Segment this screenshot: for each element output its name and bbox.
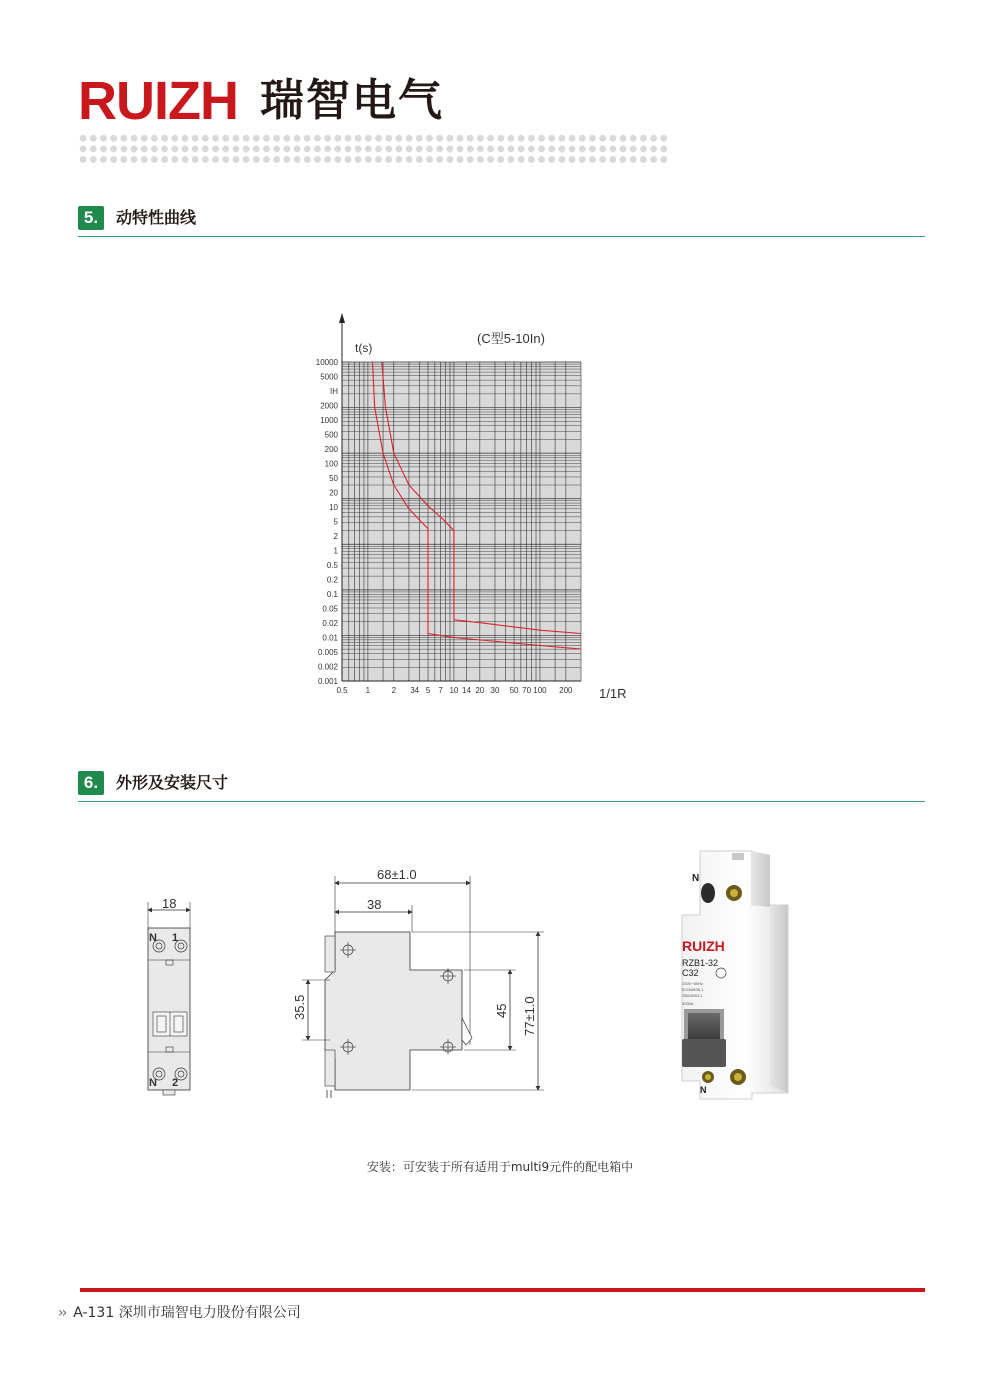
product-photo — [660, 845, 800, 1105]
y-tick-label: 2000 — [320, 401, 338, 411]
footer — [58, 1302, 301, 1322]
y-tick-label: 500 — [324, 430, 338, 440]
y-tick-label: 2 — [333, 532, 338, 541]
terminal-label-bottom-left: N — [149, 1077, 157, 1089]
y-axis-arrow-icon — [339, 313, 345, 323]
x-tick-label: 0.5 — [336, 686, 348, 695]
y-tick-label: 1000 — [320, 416, 338, 425]
terminal-label-bottom-right: 2 — [172, 1077, 179, 1089]
y-tick-label: 0.05 — [322, 604, 338, 614]
y-tick-label: 1 — [333, 546, 338, 556]
x-tick-label: 200 — [559, 686, 573, 695]
x-tick-label: 20 — [475, 686, 485, 695]
x-tick-label: 50 — [509, 686, 519, 695]
side-view-drawing — [292, 867, 544, 1098]
footer-divider — [80, 1288, 925, 1292]
front-view-drawing — [148, 896, 190, 1095]
brand-logo-cn: 瑞智电气 — [260, 75, 444, 126]
product-rating: C32 — [682, 968, 699, 978]
x-tick-label: 70 — [522, 686, 532, 695]
y-tick-label: 50 — [329, 474, 338, 483]
section-6-number: 6. — [78, 771, 104, 795]
x-axis-label: 1/1R — [599, 686, 627, 701]
installation-note: 安装：可安装于所有适用于multi9元件的配电箱中 — [366, 1160, 634, 1174]
inner-height-label: 45 — [494, 1003, 509, 1018]
product-model: RZB1-32 — [682, 958, 719, 968]
section-6-title: 外形及安装尺寸 — [116, 773, 229, 792]
overall-height-label: 77±1.0 — [522, 996, 537, 1036]
y-tick-label: 0.001 — [317, 677, 338, 686]
decorative-dot-pattern — [78, 133, 668, 167]
footer-text: A-131 深圳市瑞智电力股份有限公司 — [73, 1305, 301, 1321]
trip-curve-chart — [300, 305, 650, 715]
y-tick-label: 200 — [324, 445, 338, 454]
y-tick-label: 0.1 — [326, 590, 338, 599]
side-partial-width-label: 38 — [367, 897, 382, 912]
terminal-label-top-right: 1 — [172, 932, 179, 944]
x-tick-label: 30 — [490, 686, 500, 695]
x-tick-label: 10 — [449, 686, 459, 695]
x-tick-label: 100 — [533, 686, 547, 695]
terminal-label-top-left: N — [149, 932, 157, 944]
y-tick-label: IH — [330, 387, 338, 396]
y-tick-label: 5 — [333, 517, 338, 527]
product-brand: RUIZH — [682, 938, 725, 954]
y-tick-label: 10 — [329, 503, 338, 512]
footer-chevron-icon: ›› — [58, 1305, 66, 1321]
section-5-header — [78, 206, 925, 237]
section-5-number: 5. — [78, 206, 104, 230]
product-spec-line-1: 230V~50Hz — [682, 981, 704, 986]
y-tick-label: 20 — [329, 488, 338, 498]
y-tick-label: 5000 — [320, 372, 338, 382]
product-top-terminal-label: N — [692, 873, 700, 884]
y-tick-label: 0.02 — [322, 619, 338, 628]
left-height-label: 35.5 — [292, 994, 307, 1020]
x-tick-label: 1 — [365, 686, 371, 695]
x-tick-label: 7 — [438, 686, 443, 695]
y-tick-label: 0.01 — [322, 633, 338, 643]
y-tick-label: 0.005 — [317, 648, 338, 657]
y-tick-label: 100 — [324, 459, 338, 469]
product-spec-line-3: GB10963.1 — [682, 993, 703, 998]
product-bottom-terminal-label: N — [700, 1085, 707, 1095]
y-tick-label: 10000 — [315, 358, 338, 367]
side-overall-width-label: 68±1.0 — [377, 867, 417, 882]
y-tick-label: 0.5 — [326, 561, 338, 570]
y-axis-label: t(s) — [355, 341, 373, 355]
dimension-drawings — [130, 840, 560, 1110]
x-tick-label: 2 — [391, 686, 397, 695]
chart-title: (C型5-10In) — [477, 331, 545, 346]
section-6-header — [78, 771, 925, 802]
product-spec-line-2: IEC60898-1 — [682, 987, 704, 992]
x-tick-label: 34 — [410, 686, 420, 695]
front-width-label: 18 — [162, 896, 177, 911]
section-5-title: 动特性曲线 — [116, 208, 197, 227]
product-spec-line-4: 3000A — [682, 1001, 694, 1006]
y-tick-label: 0.002 — [317, 662, 338, 672]
y-tick-label: 0.2 — [326, 575, 338, 585]
x-tick-label: 14 — [462, 686, 471, 695]
x-tick-label: 5 — [425, 686, 431, 695]
brand-logo-en: RUIZH — [78, 71, 238, 131]
